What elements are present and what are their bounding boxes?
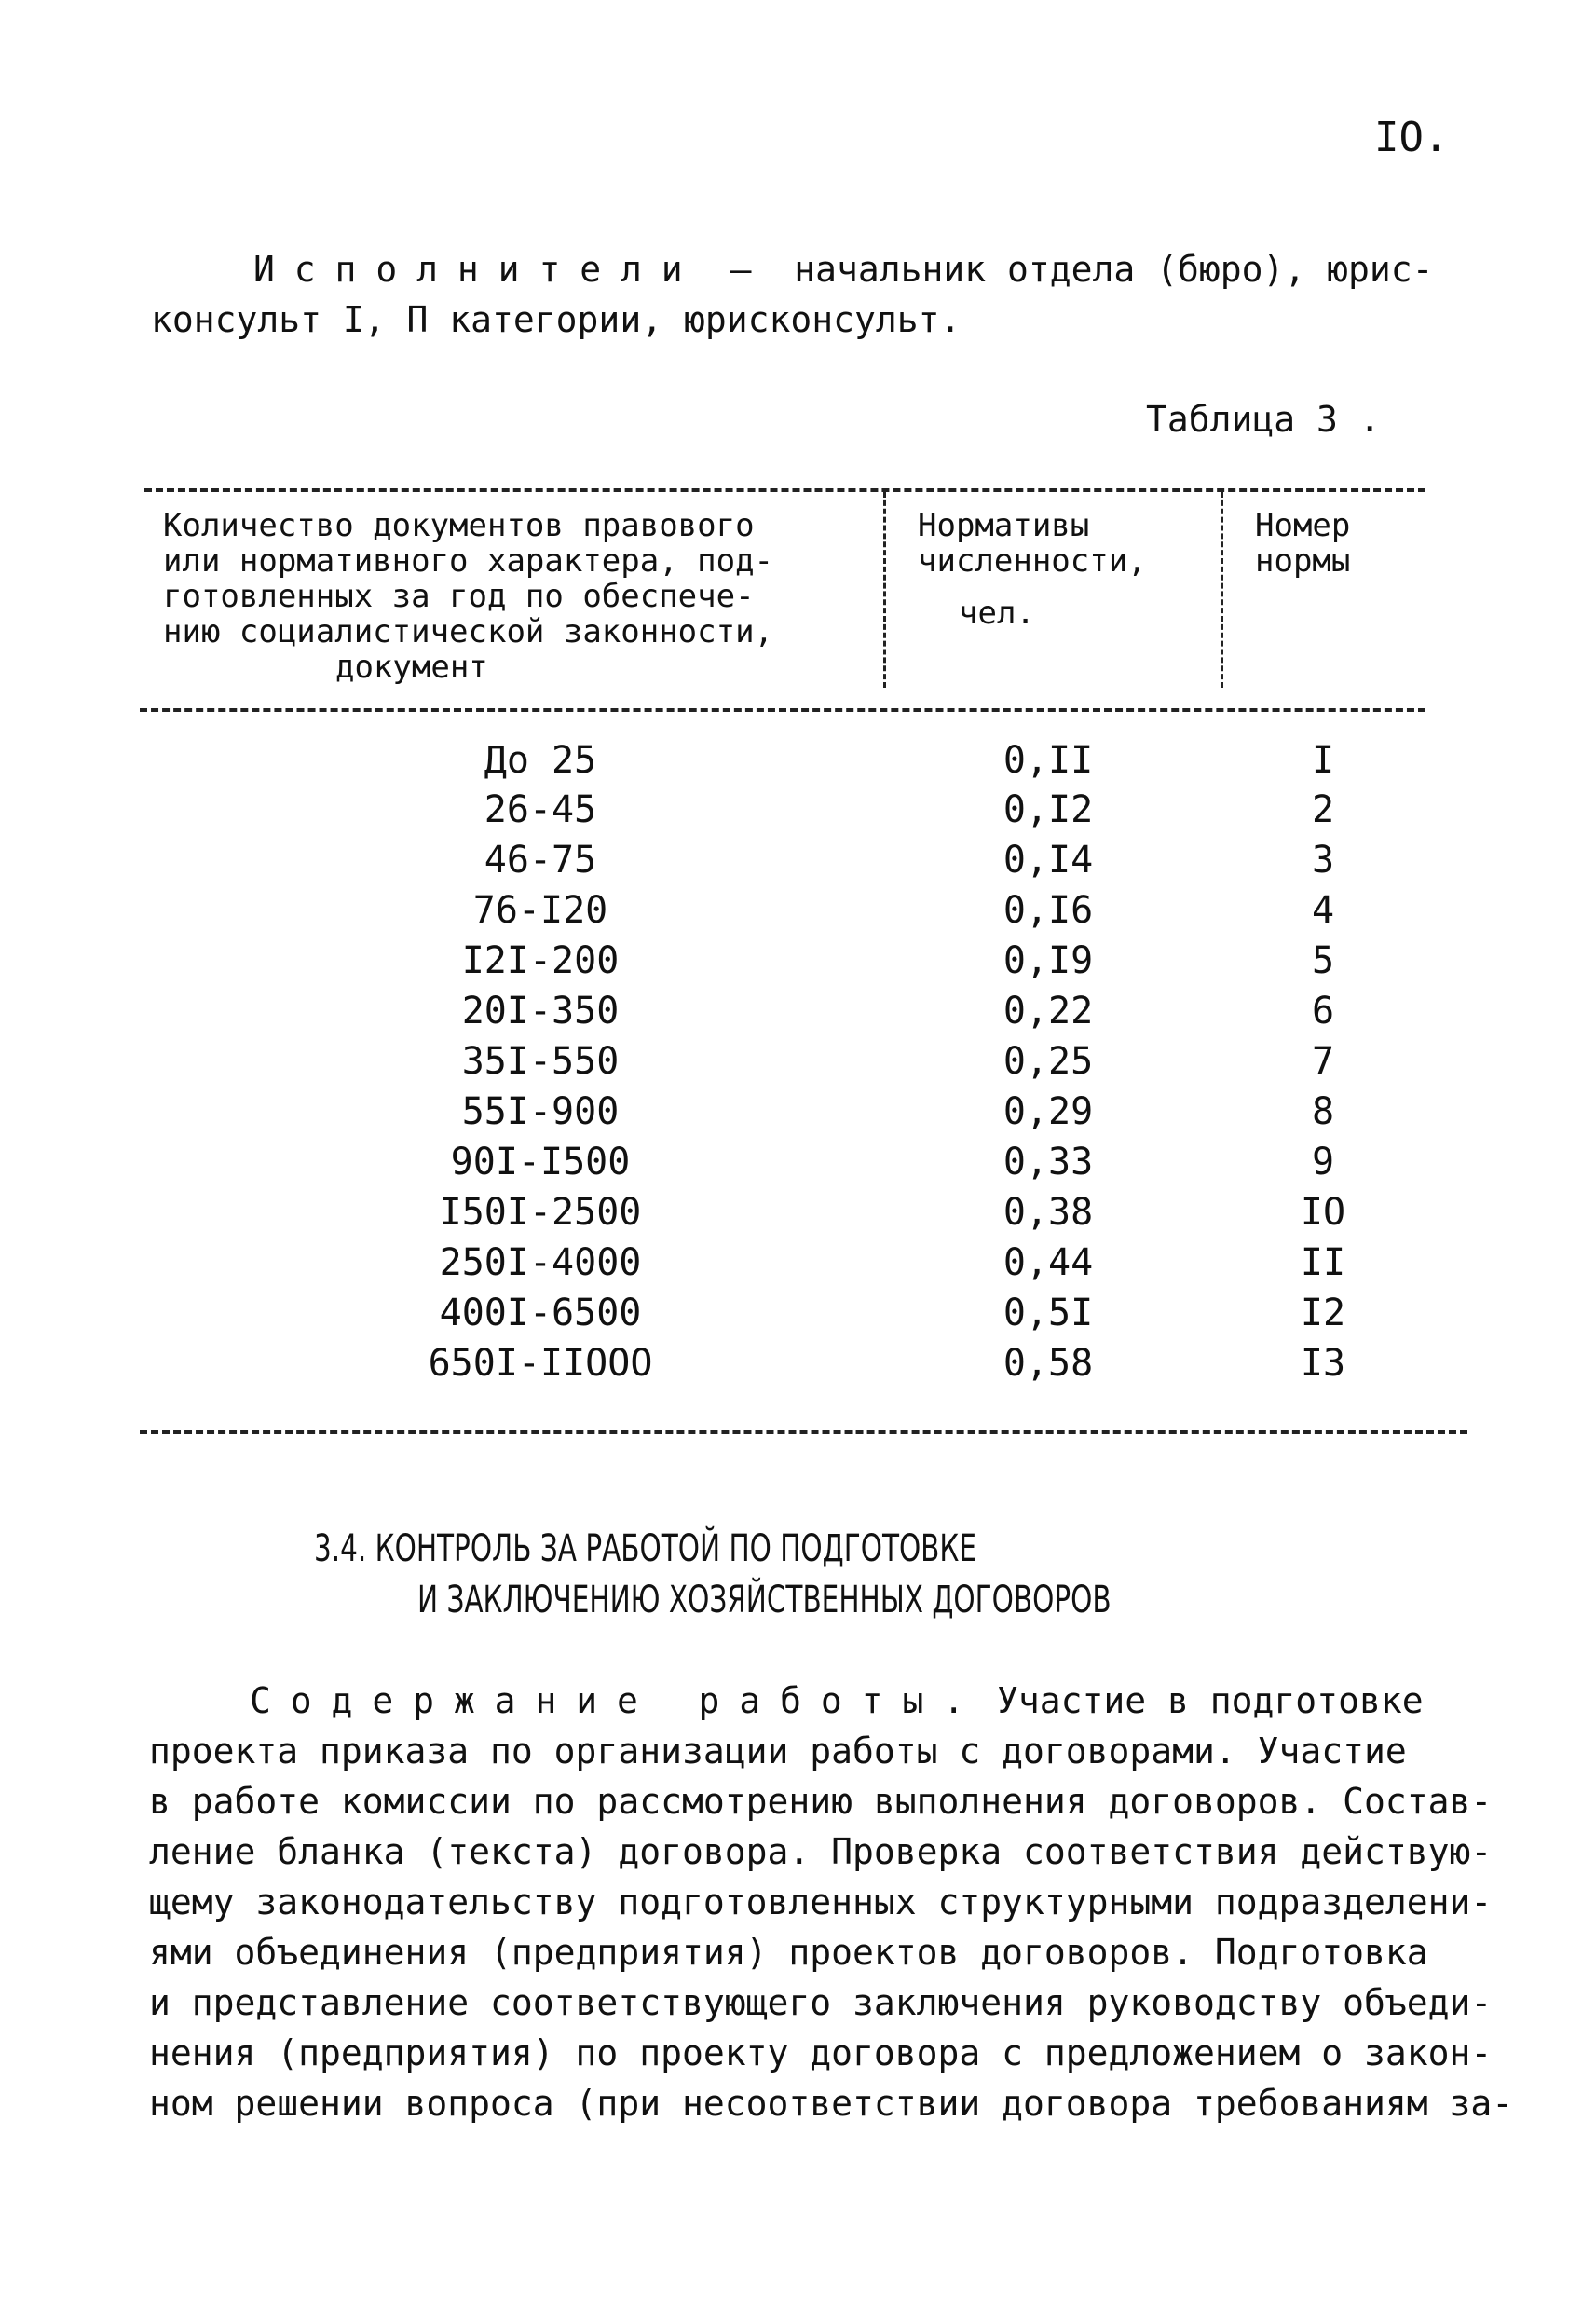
cell-number: 2 xyxy=(1311,788,1335,831)
cell-number: I2 xyxy=(1300,1292,1346,1334)
table-row xyxy=(0,1188,1596,1238)
header-quantity-line: нию социалистической законности, xyxy=(163,613,774,650)
table-row xyxy=(0,1037,1596,1087)
body-line: проекта приказа по организации работы с договорами. Участие xyxy=(149,1731,1407,1772)
table-row xyxy=(0,987,1596,1036)
table-row xyxy=(0,1289,1596,1338)
table-row xyxy=(0,1088,1596,1137)
header-quantity-line: готовленных за год по обеспече- xyxy=(163,578,755,615)
cell-range: 76-I20 xyxy=(472,889,608,932)
intro-lead-word: Исполнители xyxy=(253,249,703,290)
cell-number: I xyxy=(1311,739,1335,782)
cell-number: I3 xyxy=(1300,1342,1346,1385)
table-top-rule xyxy=(144,488,1425,492)
header-norms-line: Нормативы xyxy=(918,507,1090,544)
cell-norm: 0,5I xyxy=(1003,1292,1094,1334)
body-line: в работе комиссии по рассмотрению выполнения договоров. Состав- xyxy=(149,1781,1493,1822)
cell-norm: 0,I9 xyxy=(1003,939,1094,982)
cell-range: 26-45 xyxy=(484,788,597,831)
header-norms-line: численности, xyxy=(918,542,1147,580)
body-line-1 xyxy=(250,1676,1424,1726)
intro-line-2: консульт I, П категории, юрисконсульт. xyxy=(151,299,962,340)
cell-number: 3 xyxy=(1311,839,1335,882)
table-header-rule xyxy=(140,708,1425,712)
header-number-line: нормы xyxy=(1255,542,1351,580)
cell-range: 650I-IIOOO xyxy=(428,1342,653,1385)
cell-norm: 0,38 xyxy=(1003,1191,1094,1234)
table-caption: Таблица 3 . xyxy=(1146,399,1381,440)
table-row xyxy=(0,1339,1596,1389)
cell-range: До 25 xyxy=(484,739,597,782)
table-row xyxy=(0,1238,1596,1288)
header-number-line: Номер xyxy=(1255,507,1351,544)
cell-number: IO xyxy=(1300,1191,1346,1234)
cell-norm: 0,22 xyxy=(1003,990,1094,1033)
header-quantity-line: документ xyxy=(335,649,488,686)
cell-range: 20I-350 xyxy=(461,990,620,1033)
cell-norm: 0,33 xyxy=(1003,1141,1094,1183)
cell-number: 4 xyxy=(1311,889,1335,932)
cell-norm: 0,I4 xyxy=(1003,839,1094,882)
table-row xyxy=(0,836,1596,885)
cell-norm: 0,25 xyxy=(1003,1040,1094,1083)
page-number: IO. xyxy=(1374,114,1449,161)
table-row xyxy=(0,1138,1596,1187)
cell-number: 6 xyxy=(1311,990,1335,1033)
table-row xyxy=(0,937,1596,986)
intro-line-1 xyxy=(253,244,1434,294)
body-line: и представление соответствующего заключения руководству объеди- xyxy=(149,1982,1493,2023)
table-col-divider-2 xyxy=(1221,492,1223,688)
table-row xyxy=(0,736,1596,786)
table-header-quantity xyxy=(163,508,871,685)
cell-range: I50I-2500 xyxy=(439,1191,642,1234)
table-row xyxy=(0,786,1596,835)
cell-number: 9 xyxy=(1311,1141,1335,1183)
cell-range: 250I-4000 xyxy=(439,1241,642,1284)
cell-norm: 0,I6 xyxy=(1003,889,1094,932)
table-header-number xyxy=(1255,508,1423,579)
header-quantity-line: Количество документов правового xyxy=(163,507,755,544)
cell-norm: 0,44 xyxy=(1003,1241,1094,1284)
header-quantity-line: или нормативного характера, под- xyxy=(163,542,774,580)
body-line: нения (предприятия) по проекту договора с предложением о закон- xyxy=(149,2032,1493,2073)
cell-range: I2I-200 xyxy=(461,939,620,982)
cell-norm: 0,58 xyxy=(1003,1342,1094,1385)
cell-number: 8 xyxy=(1311,1090,1335,1133)
cell-number: 7 xyxy=(1311,1040,1335,1083)
table-header-norms xyxy=(918,508,1207,631)
table-row xyxy=(0,886,1596,936)
body-line-1-rest: Участие в подготовке xyxy=(997,1680,1424,1721)
cell-range: 90I-I500 xyxy=(450,1141,631,1183)
cell-range: 400I-6500 xyxy=(439,1292,642,1334)
cell-number: II xyxy=(1300,1241,1346,1284)
body-lead-word: Содержание работы. xyxy=(250,1680,985,1721)
table-col-divider-1 xyxy=(883,492,886,688)
cell-range: 35I-550 xyxy=(461,1040,620,1083)
cell-range: 46-75 xyxy=(484,839,597,882)
header-norms-spacer xyxy=(918,579,1207,595)
cell-norm: 0,I2 xyxy=(1003,788,1094,831)
body-line: ями объединения (предприятия) проектов договоров. Подготовка xyxy=(149,1932,1428,1973)
body-line: ном решении вопроса (при несоответствии договора требованиям за- xyxy=(149,2083,1514,2124)
intro-line-1-rest: – начальник отдела (бюро), юрис- xyxy=(730,249,1434,290)
section-title-line-2: И ЗАКЛЮЧЕНИЮ ХОЗЯЙСТВЕННЫХ ДОГОВОРОВ xyxy=(417,1579,1112,1621)
table-bottom-rule xyxy=(140,1430,1467,1434)
section-title-line-1: 3.4. КОНТРОЛЬ ЗА РАБОТОЙ ПО ПОДГОТОВКЕ xyxy=(314,1527,977,1570)
header-norms-line: чел. xyxy=(959,595,1035,632)
cell-range: 55I-900 xyxy=(461,1090,620,1133)
body-line: щему законодательству подготовленных структурными подразделени- xyxy=(149,1881,1493,1922)
cell-number: 5 xyxy=(1311,939,1335,982)
cell-norm: 0,II xyxy=(1003,739,1094,782)
cell-norm: 0,29 xyxy=(1003,1090,1094,1133)
body-line: ление бланка (текста) договора. Проверка соответствия действую- xyxy=(149,1831,1493,1872)
